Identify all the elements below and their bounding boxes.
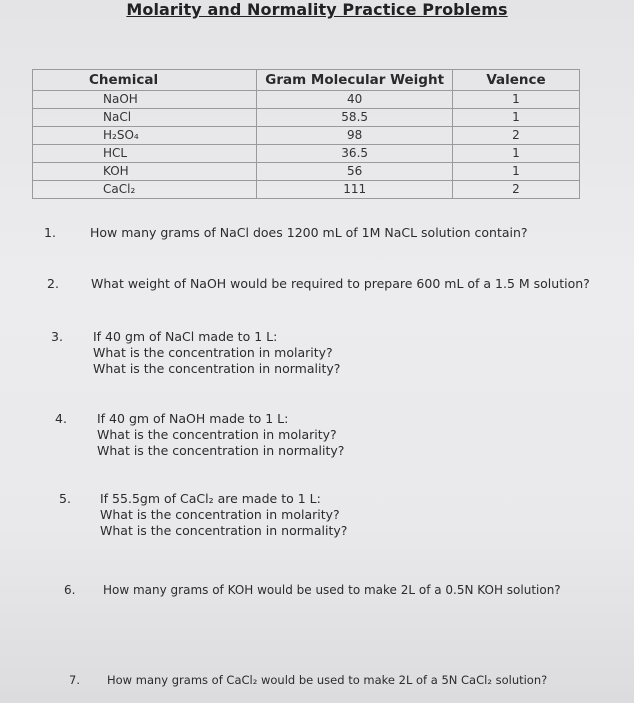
question-text-line: What is the concentration in normality? (93, 361, 341, 376)
chemical-table (32, 69, 580, 199)
question-text-line: What is the concentration in molarity? (97, 427, 337, 442)
question-text-line: If 40 gm of NaOH made to 1 L: (97, 411, 289, 426)
cell-gmw: 58.5 (257, 109, 453, 127)
question-number: 1. (44, 225, 56, 240)
cell-chemical: NaOH (33, 91, 257, 109)
header-gram-molecular-weight: Gram Molecular Weight (257, 70, 453, 91)
cell-chemical: NaCl (33, 109, 257, 127)
table-header-row (33, 70, 580, 91)
header-chemical: Chemical (33, 70, 257, 91)
question-number: 4. (55, 411, 67, 426)
question-number: 6. (64, 583, 76, 597)
table-row (33, 145, 580, 163)
question-text-line: What is the concentration in normality? (97, 443, 345, 458)
question-text: How many grams of KOH would be used to make 2L of a 0.5N KOH solution? (103, 583, 561, 597)
cell-valence: 1 (453, 91, 580, 109)
cell-gmw: 56 (257, 163, 453, 181)
cell-valence: 1 (453, 145, 580, 163)
question-text-line: What is the concentration in molarity? (93, 345, 333, 360)
question-text: How many grams of CaCl₂ would be used to make 2L of a 5N CaCl₂ solution? (107, 673, 548, 687)
question-text-line: If 40 gm of NaCl made to 1 L: (93, 329, 278, 344)
question-number: 7. (69, 673, 80, 687)
table-row (33, 181, 580, 199)
cell-gmw: 36.5 (257, 145, 453, 163)
cell-gmw: 111 (257, 181, 453, 199)
page-title: Molarity and Normality Practice Problems (126, 0, 508, 19)
cell-valence: 1 (453, 163, 580, 181)
table-row (33, 109, 580, 127)
cell-gmw: 40 (257, 91, 453, 109)
cell-gmw: 98 (257, 127, 453, 145)
question-text-line: What is the concentration in molarity? (100, 507, 340, 522)
table-row (33, 127, 580, 145)
question-text-line: If 55.5gm of CaCl₂ are made to 1 L: (100, 491, 321, 506)
cell-valence: 2 (453, 181, 580, 199)
cell-valence: 1 (453, 109, 580, 127)
question-text: How many grams of NaCl does 1200 mL of 1M NaCL solution contain? (90, 225, 528, 240)
table-row (33, 163, 580, 181)
question-text: What weight of NaOH would be required to prepare 600 mL of a 1.5 M solution? (91, 276, 590, 291)
cell-chemical: CaCl₂ (33, 181, 257, 199)
cell-chemical: KOH (33, 163, 257, 181)
table-row (33, 91, 580, 109)
cell-valence: 2 (453, 127, 580, 145)
question-text-line: What is the concentration in normality? (100, 523, 348, 538)
cell-chemical: HCL (33, 145, 257, 163)
question-number: 2. (47, 276, 59, 291)
cell-chemical: H₂SO₄ (33, 127, 257, 145)
question-number: 3. (51, 329, 63, 344)
header-valence: Valence (453, 70, 580, 91)
question-number: 5. (59, 491, 71, 506)
